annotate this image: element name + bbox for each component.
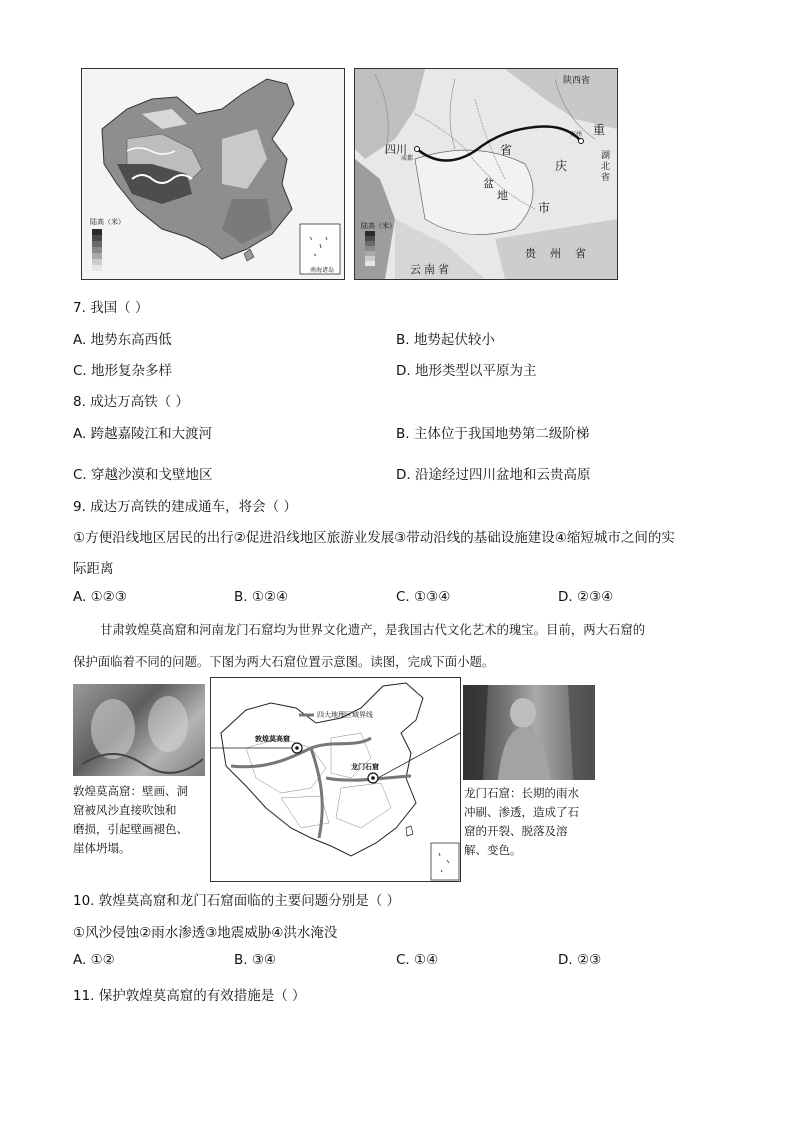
map2-label-pen: 盆: [483, 177, 494, 190]
map2-label-di: 地: [497, 189, 508, 202]
longmen-caption-line-1: 龙门石窟：长期的雨水: [464, 786, 579, 800]
q10-option-d[interactable]: D. ②③: [558, 952, 602, 968]
q11-stem: 11. 保护敦煌莫高窟的有效措施是（ ）: [73, 988, 306, 1004]
q9-stem: 9. 成达万高铁的建成通车，将会（ ）: [73, 499, 297, 515]
map1-legend-title: 陆高（米）: [90, 218, 125, 226]
map-legend-label: 四大地理区域界线: [317, 711, 373, 719]
q7-option-a[interactable]: A. 地势东高西低: [73, 332, 172, 348]
q7-option-d[interactable]: D. 地形类型以平原为主: [396, 363, 537, 379]
map2-label-qing: 庆: [555, 159, 568, 173]
mural-graphic: [73, 684, 205, 776]
q10-option-c[interactable]: C. ①④: [396, 952, 439, 968]
map2-label-wanzhou: 万州: [570, 131, 583, 138]
dunhuang-caption-line-4: 崖体坍塌。: [73, 841, 131, 855]
dunhuang-photo: [73, 684, 205, 776]
q10-stem: 10. 敦煌莫高窟和龙门石窟面临的主要问题分别是（ ）: [73, 893, 401, 909]
q8-stem: 8. 成达万高铁（ ）: [73, 394, 189, 410]
q9-option-d[interactable]: D. ②③④: [558, 589, 614, 605]
map2-label-sichuan: 四川: [385, 143, 407, 156]
map2-label-yunnan: 云南省: [410, 263, 452, 276]
dunhuang-caption: [73, 782, 208, 858]
china-outline-graphic: [211, 678, 460, 881]
q7-option-b[interactable]: B. 地势起伏较小: [396, 332, 495, 348]
map1-inset-label: 南海诸岛: [310, 267, 335, 274]
q10-option-a[interactable]: A. ①②: [73, 952, 115, 968]
longmen-map-label: 龙门石窟: [351, 763, 379, 771]
map2-label-shi: 市: [538, 201, 551, 215]
q8-option-d[interactable]: D. 沿途经过四川盆地和云贵高原: [396, 467, 591, 483]
chengdawan-railway-map: [354, 68, 618, 280]
q9-items-line2: 际距离: [73, 561, 114, 577]
longmen-caption-line-2: 冲刷、渗透，造成了石: [464, 805, 579, 819]
passage-line-1: 甘肃敦煌莫高窟和河南龙门石窟均为世界文化遗产，是我国古代文化艺术的瑰宝。目前，两大石窟的: [100, 622, 646, 637]
map2-legend-title: 陆高（米）: [361, 222, 396, 230]
map2-label-hubei: 湖北省: [601, 151, 611, 183]
map2-label-guizhou: 贵州省: [525, 247, 600, 260]
q9-option-b[interactable]: B. ①②④: [234, 589, 289, 605]
dunhuang-caption-line-3: 磨损，引起壁画褪色、: [73, 822, 188, 836]
q7-option-c[interactable]: C. 地形复杂多样: [73, 363, 173, 379]
q9-items-line1: ①方便沿线地区居民的出行②促进沿线地区旅游业发展③带动沿线的基础设施建设④缩短城市之间的实: [73, 530, 675, 546]
china-topography-map: [81, 68, 345, 280]
longmen-photo: [463, 685, 595, 780]
q10-option-b[interactable]: B. ③④: [234, 952, 277, 968]
q8-option-b[interactable]: B. 主体位于我国地势第二级阶梯: [396, 426, 590, 442]
dunhuang-caption-line-1: 敦煌莫高窟：壁画、洞: [73, 784, 188, 798]
map2-label-shaanxi: 陕西省: [563, 76, 591, 86]
china-map-graphic: [82, 69, 344, 279]
longmen-caption-line-3: 窟的开裂、脱落及溶: [464, 824, 568, 838]
q9-option-a[interactable]: A. ①②③: [73, 589, 127, 605]
q8-option-a[interactable]: A. 跨越嘉陵江和大渡河: [73, 426, 213, 442]
q8-option-c[interactable]: C. 穿越沙漠和戈壁地区: [73, 467, 213, 483]
map2-label-sheng: 省: [500, 143, 513, 157]
q7-stem: 7. 我国（ ）: [73, 300, 149, 316]
q10-items: ①风沙侵蚀②雨水渗透③地震威胁④洪水淹没: [73, 925, 338, 941]
map2-label-chengdu: 成都: [401, 155, 414, 162]
two-grottoes-location-map: [210, 677, 461, 882]
longmen-caption-line-4: 解、变色。: [464, 843, 522, 857]
buddha-statue-graphic: [463, 685, 595, 780]
dunhuang-map-label: 敦煌莫高窟: [255, 735, 290, 743]
passage-line-2: 保护面临着不同的问题。下图为两大石窟位置示意图。读图，完成下面小题。: [73, 654, 495, 669]
dunhuang-caption-line-2: 窟被风沙直接吹蚀和: [73, 803, 177, 817]
map2-label-chong: 重: [593, 123, 606, 137]
q9-option-c[interactable]: C. ①③④: [396, 589, 451, 605]
longmen-caption: [464, 784, 599, 860]
